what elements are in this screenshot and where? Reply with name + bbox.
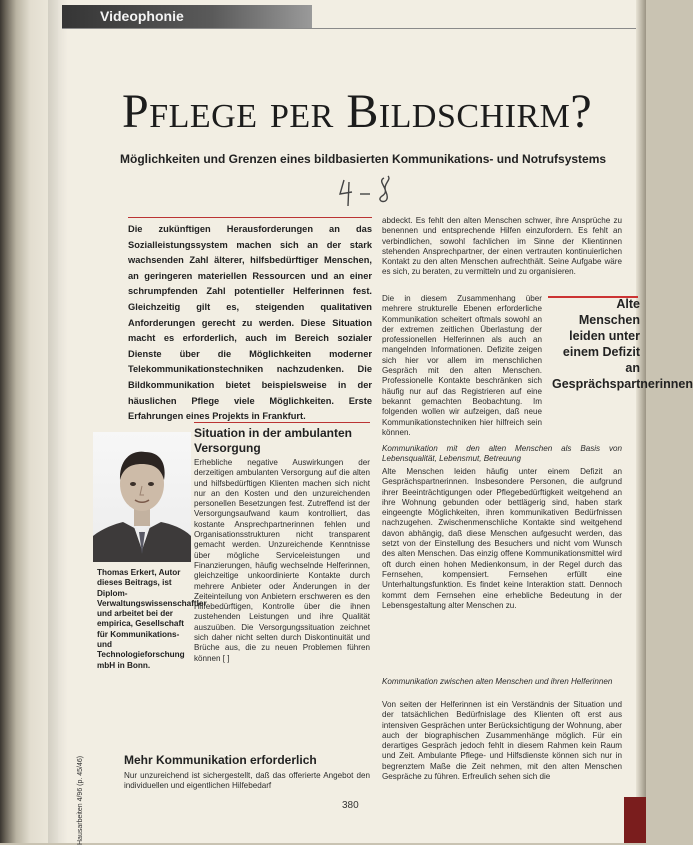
author-caption: Thomas Erkert, Autor dieses Beitrags, ist Diplom-Verwaltungswissenschaftler und arbeitet bei der empirica, Gesellschaft für Kommunikations- und Technologieforschung mbH in Bonn. <box>97 568 207 670</box>
pullquote: Alte Menschen leiden unter einem Defizit an Gesprächspartnerinnen <box>552 297 693 391</box>
col2-italic-subhead-1: Kommunikation mit den alten Menschen als Basis von Lebensqualität, Lebensmut, Betreuung <box>382 444 622 464</box>
page-number: 380 <box>342 800 359 811</box>
gutter-shadow <box>48 0 68 843</box>
section2-body: Nur unzureichend ist sichergestellt, daß das offerierte Angebot den individuellen und eigentlichen Hilfebedarf <box>124 771 370 791</box>
header-rule <box>62 28 636 29</box>
handwritten-note <box>336 172 416 212</box>
section2-heading: Mehr Kommunikation erforderlich <box>124 753 317 767</box>
col2-paragraph-3: Alte Menschen leiden häufig unter einem Defizit an Gesprächspartnerinnen. Insbesondere Personen, die aufgrund ihrer Beeinträchtigungen oder Pflegebedürftigkeit weitgehend an ihre Wohnung gebunden oder bettlägerig sind, haben stark eingeengte Möglichkeiten, ihren kommunikativen Bedürfnissen nachzugehen. Zwischenmenschliche Kontakte sind weitgehend davon abhängig, daß diese Menschen aufgesucht werden, das setzt von der Einstellung des Besuchers und nicht vom Wunsch des alten Menschen. Das einzig offene Kommunikationsmittel wird oft durch einen hohen Medienkonsum, in der Regel durch das Fernsehen, kompensiert. Fernsehen erfüllt eine Unterhaltungsfunktion. Es findet keine Interaktion statt. Dennoch kommt dem Fernsehen eine erhebliche Bedeutung in der Lebensgestaltung alter Menschen zu. <box>382 467 622 610</box>
article-title: Pflege per Bildschirm? <box>122 85 593 138</box>
section-label: Videophonie <box>100 8 184 24</box>
handwritten-note-text: 4-8 <box>336 172 338 173</box>
col2-italic-subhead-2: Kommunikation zwischen alten Menschen und ihren Helferinnen <box>382 677 613 686</box>
article-subtitle: Möglichkeiten und Grenzen eines bildbasierten Kommunikations- und Notrufsystems <box>120 152 607 166</box>
photo-credit: Hausarbeiten 4/96 (p. 45/46) <box>77 755 84 845</box>
section1-rule <box>194 422 370 423</box>
article-intro: Die zukünftigen Herausforderungen an das Sozialleistungssystem machen sich an der stark wachsenden Zahl älterer, hilfsbedürftiger Menschen, an geringeren materiellen Ressourcen und an einer schrumpfenden Zahl potentieller Helferinnen fest. Gleichzeitig gilt es, steigenden qualitativen Anforderungen gerecht zu werden. Diese Situation macht es erforderlich, auch im Bereich sozialer Dienste über die Möglichkeiten moderner Telekommunikationstechniken nachzudenken. Die Bildkommunikation bietet beispielsweise in der häuslichen Pflege viele Möglichkeiten. Erste Erfahrungen eines Projekts in Frankfurt. <box>128 224 372 422</box>
section1-body: Erhebliche negative Auswirkungen der derzeitigen ambulanten Versorgung auf die alten und hilfsbedürftigen Klienten machen sich nicht nur an den Kosten und den unzureichenden personellen Besetzungen fest. Zutreffend ist der Versorgungsaufwand kaum kontrolliert, das kostante Ansprechpartnerinnen fehlen und Organisationsstrukturen nicht transparent gemacht werden. Unzureichende Kenntnisse über mögliche Serviceleistungen und Finanzierungen, häufig wechselnde Helferinnen, gleichzeitige unkoordinierte Kontakte durch mehrere Anbieter oder Änderungen in der Zeiteinteilung von Anbietern erschweren es den Hilfebedürftigen, Kontrolle über die ihnen zustehenden Leistungen und ihre Qualität auszuüben. Die Versorgungssituation zeichnet sich daher nicht selten durch Diskontinuität und Brüche aus, die zu neuen Problemen führen können [ ] <box>194 458 370 663</box>
intro-top-rule <box>128 217 372 218</box>
author-photo <box>93 432 191 562</box>
col2-paragraph-2-narrow: Die in diesem Zusammenhang über mehrere strukturelle Ebenen erforderliche Kommunikation scheitert oftmals sowohl an der extremen zeitlichen Überlastung der professionellen Helferinnen als auch an mangelnden Informationen. Defizite zeigen sich hier vor allem im menschlichen Gespräch mit den alten Menschen. Professionelle Kontakte beschränken sich häufig nur auf das Registrieren auf eine bekannt gemachten Beobachtung. Im folgenden wollen wir aufzeigen, daß neue Kommunikationstechniken hier hilfreich sein können. <box>382 294 542 437</box>
corner-mark <box>624 797 646 843</box>
section1-heading: Situation in der ambulanten Versorgung <box>194 426 353 455</box>
col2-paragraph-4: Von seiten der Helferinnen ist ein Verständnis der Situation und der tatsächlichen Bedürfnislage des Klienten oft erst aus intensiven Gesprächen unter Berücksichtigung der Wohnung, aber auch der biographischen Zusammenhänge möglich. Für ein derartiges Gespräch jedoch fehlt in diesem Rahmen kein Raum und Zeit. Ambulante Pflege- und Hilfsdienste können sich nur in begrenztem Maße die Zeit nehmen, mit den alten Menschen Gespräche zu führen. Erfreulich sehen sich die <box>382 700 622 782</box>
col2-paragraph-1: abdeckt. Es fehlt den alten Menschen schwer, ihre Ansprüche zu benennen und entsprechende Hilfen einzufordern. Es fehlt an verbindlichen, sowohl fachlichen im Sinne der Klientinnen stehenden Ansprechpartner, der einen vertrauten kontinuierlichen Kontakt zu den alten Menschen aufrechthält. Seine Aufgabe wäre es sich, zu beraten, zu vermitteln und zu organisieren. <box>382 216 622 277</box>
